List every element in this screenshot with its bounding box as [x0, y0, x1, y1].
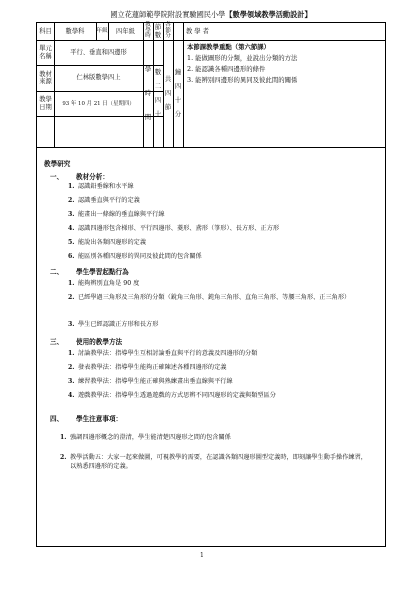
- minutes-column: 鐘 四 十 分: [174, 68, 182, 118]
- date-label: 教學 日期: [39, 96, 52, 111]
- grade-value: 四年級: [116, 27, 135, 35]
- list-item: 3. 學生已經認識正方形和長方形: [68, 321, 159, 328]
- list-item: 3. 練習教學法：指導學生能正確與熟練畫出垂直線與平行線: [68, 378, 233, 385]
- list-item: 4. 遊戲教學法：指導學生透過遊戲的方式思辨不同四邊形的定義與類型區分: [68, 392, 276, 399]
- list-item: 2. 已經學過三角形及三角形的分類（銳角三角形、鈍角三角形、直角三角形、等腰三角形、正三角形）: [68, 294, 351, 301]
- section-title: 學生學習起點行為: [76, 268, 129, 276]
- section-number: 三、: [50, 338, 64, 346]
- research-title: 教學研究: [44, 160, 71, 168]
- goal-item: 3. 能辨別四邊形的異同及彼此間的關係: [187, 76, 298, 84]
- goal-item: 1. 能做圖形的分類，並說出分類的方法: [187, 54, 298, 62]
- time-column: 學 時 間: [144, 65, 152, 121]
- list-item: 3. 能畫出一條線的垂直線與平行線: [68, 211, 165, 218]
- list-item: 2. 認識垂直與平行的定義: [68, 197, 140, 204]
- list-item: 4. 認識四邊形包含梯形、平行四邊形、菱形、鳶形（箏形）、長方形、正方形: [68, 225, 280, 232]
- grade-label: 年級: [96, 28, 108, 34]
- list-item: 1. 能夠辨別直角是 90 度: [68, 280, 140, 287]
- list-item: 6. 能區別各種四邊形的異同及彼此間的包含關係: [68, 253, 202, 260]
- page-number: 1: [200, 552, 204, 559]
- list-item: 2. 發表教學法：指導學生能夠正確陳述各種四邊形的定義: [68, 364, 227, 371]
- plan-title: 【數學領域教學活動設計】: [225, 10, 312, 19]
- section-number: 二、: [50, 268, 64, 276]
- lesson-goals: [187, 42, 383, 86]
- list-item: 5. 能說出各類四邊形的定義: [68, 239, 147, 246]
- lesson-total-column: 共 四 節: [164, 75, 172, 111]
- hour-count-column: 數 二 四 十: [154, 68, 162, 118]
- section-title: 學生注意事項：: [76, 415, 123, 423]
- section-number: 一、: [50, 173, 64, 181]
- school-name: 國立花蓮師範學院附設實驗國民小學: [110, 10, 226, 19]
- teacher-label: 教 學 者: [186, 27, 209, 35]
- subject-label: 科目: [39, 27, 52, 35]
- section-number: 四、: [50, 415, 64, 423]
- source-value: 仁林版數學四上: [76, 74, 121, 81]
- source-label: 教材 來源: [39, 70, 52, 85]
- unit-value: 平行、垂直和四邊形: [70, 48, 127, 56]
- section-title: 使用的教學方法: [76, 338, 123, 346]
- unit-label: 單元 名稱: [39, 45, 52, 60]
- section-minutes-label: 各 節 分: [165, 22, 171, 40]
- goal-item: 2. 能認識各種四邊形的條件: [187, 65, 266, 73]
- teach-time-label: 教 學 時: [145, 22, 151, 40]
- date-value: 93 年 10 月 21 日（星期四）: [62, 100, 135, 107]
- list-item: 1. 強調四邊形概念的澄清，學生能清楚四邊形之間的包含關係: [60, 434, 231, 441]
- document-title: [36, 8, 386, 22]
- list-item: 2. 教學活動五：大家一起來做圖，可視教學的需要，在認識各類四邊形圖型定義時，即刻讓學生動手操作練習，以熟悉四邊形的定義。: [60, 454, 367, 470]
- subject-value: 數學科: [65, 27, 85, 35]
- list-item: 1. 討論教學法：指導學生互相討論垂直與平行的意義及四邊形的分類: [68, 350, 258, 357]
- goal-title: 本節課教學重點（第六節課）: [187, 43, 271, 51]
- lesson-count-label: 節 數: [154, 23, 162, 39]
- list-item: 1. 認識鉛垂線和水平線: [68, 183, 134, 190]
- section-title: 教材分析：: [76, 173, 109, 181]
